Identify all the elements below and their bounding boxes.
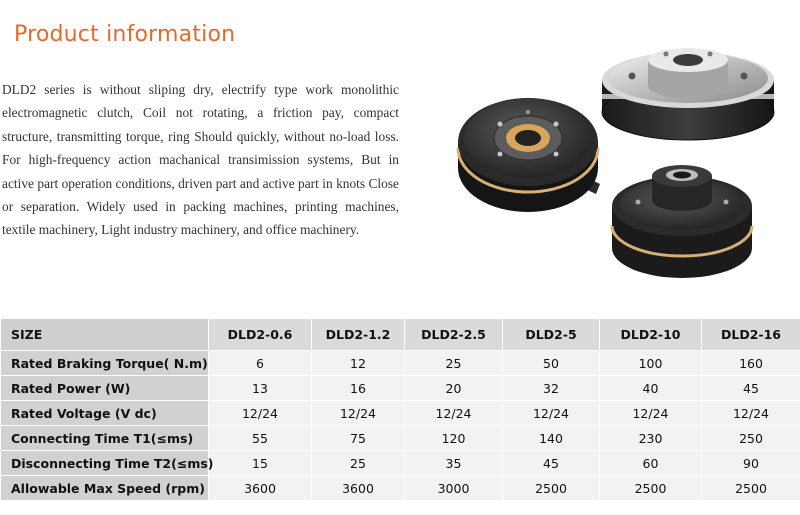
table-cell: 12/24	[503, 401, 600, 426]
table-cell: 90	[702, 451, 800, 476]
table-cell: 3600	[312, 476, 405, 501]
table-row	[1, 476, 800, 501]
table-cell: 75	[312, 426, 405, 451]
table-cell: 12/24	[405, 401, 503, 426]
table-row	[1, 376, 800, 401]
table-cell: 16	[312, 376, 405, 401]
table-cell: 50	[503, 351, 600, 376]
table-cell: 12/24	[209, 401, 312, 426]
row-label: Rated Braking Torque( N.m)	[1, 351, 209, 376]
table-cell: 6	[209, 351, 312, 376]
table-cell: 45	[503, 451, 600, 476]
product-description: DLD2 series is without sliping dry, electrify type work monolithic electromagnetic clutch, Coil not rotating, a friction pay, compact structure, transmitting torque, ring Should quickly, without no-load loss. For high-frequency action machanical transimission systems, But in active part operation conditions, driven part and active part in knots Close or separation. Widely used in packing machines, printing machines, textile machinery, Light industry machinery, and office machinery.	[2, 82, 399, 238]
model-header: DLD2-16	[702, 319, 800, 351]
table-cell: 20	[405, 376, 503, 401]
table-cell: 2500	[600, 476, 702, 501]
size-header: SIZE	[1, 319, 209, 351]
row-label: Rated Voltage (V dc)	[1, 401, 209, 426]
table-cell: 45	[702, 376, 800, 401]
table-cell: 32	[503, 376, 600, 401]
table-cell: 60	[600, 451, 702, 476]
table-cell: 140	[503, 426, 600, 451]
table-row	[1, 351, 800, 376]
row-label: Connecting Time T1(≤ms)	[1, 426, 209, 451]
table-cell: 12/24	[312, 401, 405, 426]
table-cell: 12	[312, 351, 405, 376]
table-cell: 160	[702, 351, 800, 376]
product-photos	[452, 20, 800, 282]
row-label: Rated Power (W)	[1, 376, 209, 401]
table-row	[1, 426, 800, 451]
table-cell: 40	[600, 376, 702, 401]
table-cell: 100	[600, 351, 702, 376]
table-row	[1, 451, 800, 476]
spec-table	[0, 318, 800, 501]
model-header: DLD2-0.6	[209, 319, 312, 351]
model-header: DLD2-2.5	[405, 319, 503, 351]
clutch-photo-left	[458, 98, 600, 212]
model-header: DLD2-10	[600, 319, 702, 351]
table-cell: 25	[405, 351, 503, 376]
table-cell: 13	[209, 376, 312, 401]
row-label: Disconnecting Time T2(≤ms)	[1, 451, 209, 476]
model-header: DLD2-5	[503, 319, 600, 351]
table-cell: 3600	[209, 476, 312, 501]
table-cell: 3000	[405, 476, 503, 501]
table-cell: 35	[405, 451, 503, 476]
table-cell: 230	[600, 426, 702, 451]
table-cell: 12/24	[600, 401, 702, 426]
table-cell: 55	[209, 426, 312, 451]
table-cell: 120	[405, 426, 503, 451]
table-cell: 15	[209, 451, 312, 476]
spec-header-row	[1, 319, 800, 351]
table-cell: 250	[702, 426, 800, 451]
page-title: Product information	[14, 22, 236, 47]
table-cell: 2500	[702, 476, 800, 501]
table-cell: 12/24	[702, 401, 800, 426]
clutch-photo-bottom	[612, 165, 752, 278]
clutch-photo-top	[602, 48, 774, 140]
table-cell: 25	[312, 451, 405, 476]
table-cell: 2500	[503, 476, 600, 501]
model-header: DLD2-1.2	[312, 319, 405, 351]
table-row	[1, 401, 800, 426]
row-label: Allowable Max Speed (rpm)	[1, 476, 209, 501]
